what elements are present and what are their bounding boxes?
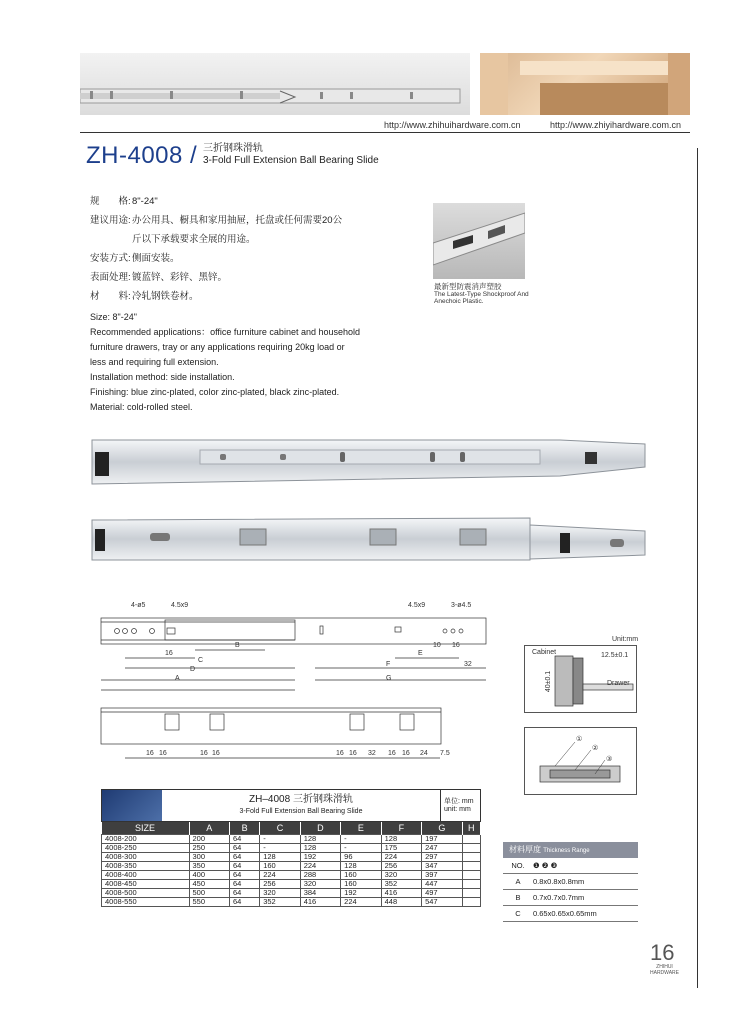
table-cell: 447 [422, 879, 462, 888]
table-cell: 4008-250 [102, 843, 190, 852]
table-row [102, 888, 481, 897]
dim-label: 16 [200, 750, 208, 757]
product-name-cn: 三折钢珠滑轨 [203, 143, 263, 154]
dim-label: 10 [433, 642, 441, 649]
table-cell: 128 [260, 852, 300, 861]
dim-label: 16 [212, 750, 220, 757]
thickness-row: A 0.8x0.8x0.8mm [503, 874, 638, 890]
banner-rail-graphic [80, 53, 470, 115]
table-cell: 64 [229, 861, 259, 870]
table-cell: 397 [422, 870, 462, 879]
table-cell: - [260, 843, 300, 852]
dim-label: 32 [464, 661, 472, 668]
dim-label: G [386, 675, 392, 682]
table-cell: 384 [300, 888, 340, 897]
rail-photo-open [90, 515, 650, 565]
table-cell: 64 [229, 852, 259, 861]
table-cell: 4008-400 [102, 870, 190, 879]
part-3: ③ [606, 756, 613, 763]
size-table [101, 822, 481, 907]
spec-en-line: less and requiring full extension. [90, 357, 219, 367]
table-cell [462, 870, 480, 879]
dim-label: E [418, 650, 423, 657]
table-cell: 224 [341, 897, 381, 906]
table-cell: 64 [229, 870, 259, 879]
thickness-header: 材料厚度 Thickness Range [503, 842, 638, 858]
table-cell: 200 [189, 834, 229, 843]
part-2: ② [592, 745, 599, 752]
banner-rail-photo [80, 53, 470, 115]
spec-cn-row: 斤以下承载要求全展的用途。 [132, 234, 256, 245]
dim-label: 32 [368, 750, 376, 757]
hole-label: 3-ø4.5 [451, 602, 472, 609]
dimension-table [101, 789, 481, 907]
product-name-en: 3-Fold Full Extension Ball Bearing Slide [203, 155, 379, 166]
table-cell [462, 897, 480, 906]
header-banner [80, 53, 690, 115]
drawer-graphic [480, 53, 690, 115]
table-cell: 448 [381, 897, 421, 906]
table-cell: 347 [422, 861, 462, 870]
dim-label: 24 [420, 750, 428, 757]
table-cell: 64 [229, 888, 259, 897]
table-row [102, 843, 481, 852]
table-cell: 4008-450 [102, 879, 190, 888]
gap-label: 12.5±0.1 [601, 652, 629, 659]
table-cell: 96 [341, 852, 381, 861]
technical-drawing [95, 598, 495, 768]
slot-label: 4.5x9 [171, 602, 189, 609]
dim-label: C [198, 657, 204, 664]
table-header [101, 789, 481, 822]
table-rail-image [102, 790, 162, 821]
table-cell: 256 [381, 861, 421, 870]
table-cell [462, 843, 480, 852]
table-cell: 192 [341, 888, 381, 897]
table-cell [462, 861, 480, 870]
spec-en-line: Installation method: side installation. [90, 372, 235, 382]
table-cell: 175 [381, 843, 421, 852]
table-cell: 128 [300, 843, 340, 852]
spec-en-line: Size: 8"-24" [90, 312, 137, 322]
table-cell: 547 [422, 897, 462, 906]
table-cell: 297 [422, 852, 462, 861]
table-cell: 64 [229, 879, 259, 888]
thickness-row: C 0.65x0.65x0.65mm [503, 906, 638, 922]
table-cell: 64 [229, 843, 259, 852]
thickness-row: B 0.7x0.7x0.7mm [503, 890, 638, 906]
table-cell: 128 [341, 861, 381, 870]
inset-rail-graphic [433, 203, 525, 279]
spec-cn-row: 规 格: 8"-24" [90, 196, 158, 207]
table-cell: 400 [189, 870, 229, 879]
table-row [102, 879, 481, 888]
divider-top [80, 132, 690, 133]
table-cell: 550 [189, 897, 229, 906]
table-cell: - [341, 843, 381, 852]
model-number: ZH-4008 / [86, 142, 198, 169]
title-slash: / [190, 142, 198, 169]
table-cell: 160 [341, 870, 381, 879]
table-cell: 416 [300, 897, 340, 906]
dim-label: D [190, 666, 196, 673]
table-cell: 4008-550 [102, 897, 190, 906]
spec-en-line: Material: cold-rolled steel. [90, 402, 193, 412]
table-cell: - [260, 834, 300, 843]
table-cell: 350 [189, 861, 229, 870]
table-cell: 160 [341, 879, 381, 888]
dim-label: 16 [349, 750, 357, 757]
table-cell: 4008-300 [102, 852, 190, 861]
dim-label: 16 [402, 750, 410, 757]
table-cell: 300 [189, 852, 229, 861]
table-cell: 247 [422, 843, 462, 852]
table-row [102, 861, 481, 870]
table-cell: 224 [300, 861, 340, 870]
height-label: 40±0.1 [545, 670, 553, 693]
table-title: ZH–4008 三折钢珠滑轨 3-Fold Full Extension Ball Bearing Slide [239, 794, 363, 815]
table-cell: 224 [381, 852, 421, 861]
spec-cn-row: 材 料: 冷轧钢铁卷材。 [90, 291, 199, 302]
dim-label: 16 [165, 650, 173, 657]
dim-label: B [235, 642, 240, 649]
table-cell: 320 [381, 870, 421, 879]
dim-label: 16 [159, 750, 167, 757]
dim-label: 7.5 [440, 750, 450, 757]
spec-en-line: Finishing: blue zinc-plated, color zinc-plated, black zinc-plated. [90, 387, 340, 397]
page-number: 16 [650, 940, 675, 965]
table-header-row: SIZE A B C D E F G H [102, 822, 481, 834]
spec-en-line: furniture drawers, tray or any applications requiring 20kg load or [90, 342, 345, 352]
slot-label: 4.5x9 [408, 602, 426, 609]
thickness-table [503, 842, 638, 922]
spec-cn-row: 表面处理: 镀蓝锌、彩锌、黑锌。 [90, 272, 228, 283]
table-cell: 450 [189, 879, 229, 888]
url-right[interactable]: http://www.zhiyihardware.com.cn [550, 120, 682, 130]
table-cell: 250 [189, 843, 229, 852]
spec-english [90, 310, 390, 415]
footer-brand: ZHIHUI HARDWARE [650, 964, 679, 976]
table-cell: 64 [229, 834, 259, 843]
table-cell: 320 [300, 879, 340, 888]
table-cell: 192 [300, 852, 340, 861]
table-cell: 288 [300, 870, 340, 879]
spec-cn-row: 安装方式: 侧面安装。 [90, 253, 180, 264]
table-cell: 128 [300, 834, 340, 843]
cabinet-label: Cabinet [532, 649, 557, 656]
table-cell: 128 [381, 834, 421, 843]
table-cell: 224 [260, 870, 300, 879]
rail-photo-closed [90, 432, 650, 487]
table-cell: 352 [381, 879, 421, 888]
table-cell: 256 [260, 879, 300, 888]
table-row [102, 834, 481, 843]
table-cell: 320 [260, 888, 300, 897]
shockproof-plastic-photo [433, 203, 525, 279]
dim-label: 16 [388, 750, 396, 757]
url-left[interactable]: http://www.zhihuihardware.com.cn [384, 120, 521, 130]
inset-caption: 最新型防震消声塑胶 The Latest-Type Shockproof And Anechoic Plastic. [434, 282, 529, 305]
spec-cn-row: 建议用途: 办公用具、橱具和家用抽屉，托盘或任何需要20公 [90, 215, 343, 226]
divider-right [697, 148, 698, 988]
unit-label: Unit:mm [612, 636, 639, 643]
table-cell: 4008-350 [102, 861, 190, 870]
table-cell: 497 [422, 888, 462, 897]
table-cell: 352 [260, 897, 300, 906]
product-name [203, 143, 379, 167]
spec-chinese [90, 192, 342, 306]
dim-label: 16 [336, 750, 344, 757]
dim-label: 16 [452, 642, 460, 649]
thickness-no-row: NO. ❶ ❷ ❸ [503, 858, 638, 874]
table-row [102, 897, 481, 906]
table-cell: 160 [260, 861, 300, 870]
dim-label: A [175, 675, 180, 682]
table-cell [462, 879, 480, 888]
table-cell [462, 888, 480, 897]
table-cell: 416 [381, 888, 421, 897]
banner-drawer-photo [480, 53, 690, 115]
dim-label: F [386, 661, 391, 668]
table-cell: 4008-200 [102, 834, 190, 843]
table-cell: 500 [189, 888, 229, 897]
table-cell: 197 [422, 834, 462, 843]
drawer-label: Drawer [607, 680, 630, 687]
spec-en-line: Recommended applications：office furniture cabinet and household [90, 327, 361, 337]
table-cell: 4008-500 [102, 888, 190, 897]
table-cell: - [341, 834, 381, 843]
table-row [102, 852, 481, 861]
part-1: ① [576, 736, 583, 743]
table-cell [462, 834, 480, 843]
table-cell [462, 852, 480, 861]
table-row [102, 870, 481, 879]
dim-label: 16 [146, 750, 154, 757]
table-cell: 64 [229, 897, 259, 906]
hole-label: 4-ø5 [131, 602, 146, 609]
table-unit: 单位: mm unit: mm [440, 790, 480, 821]
